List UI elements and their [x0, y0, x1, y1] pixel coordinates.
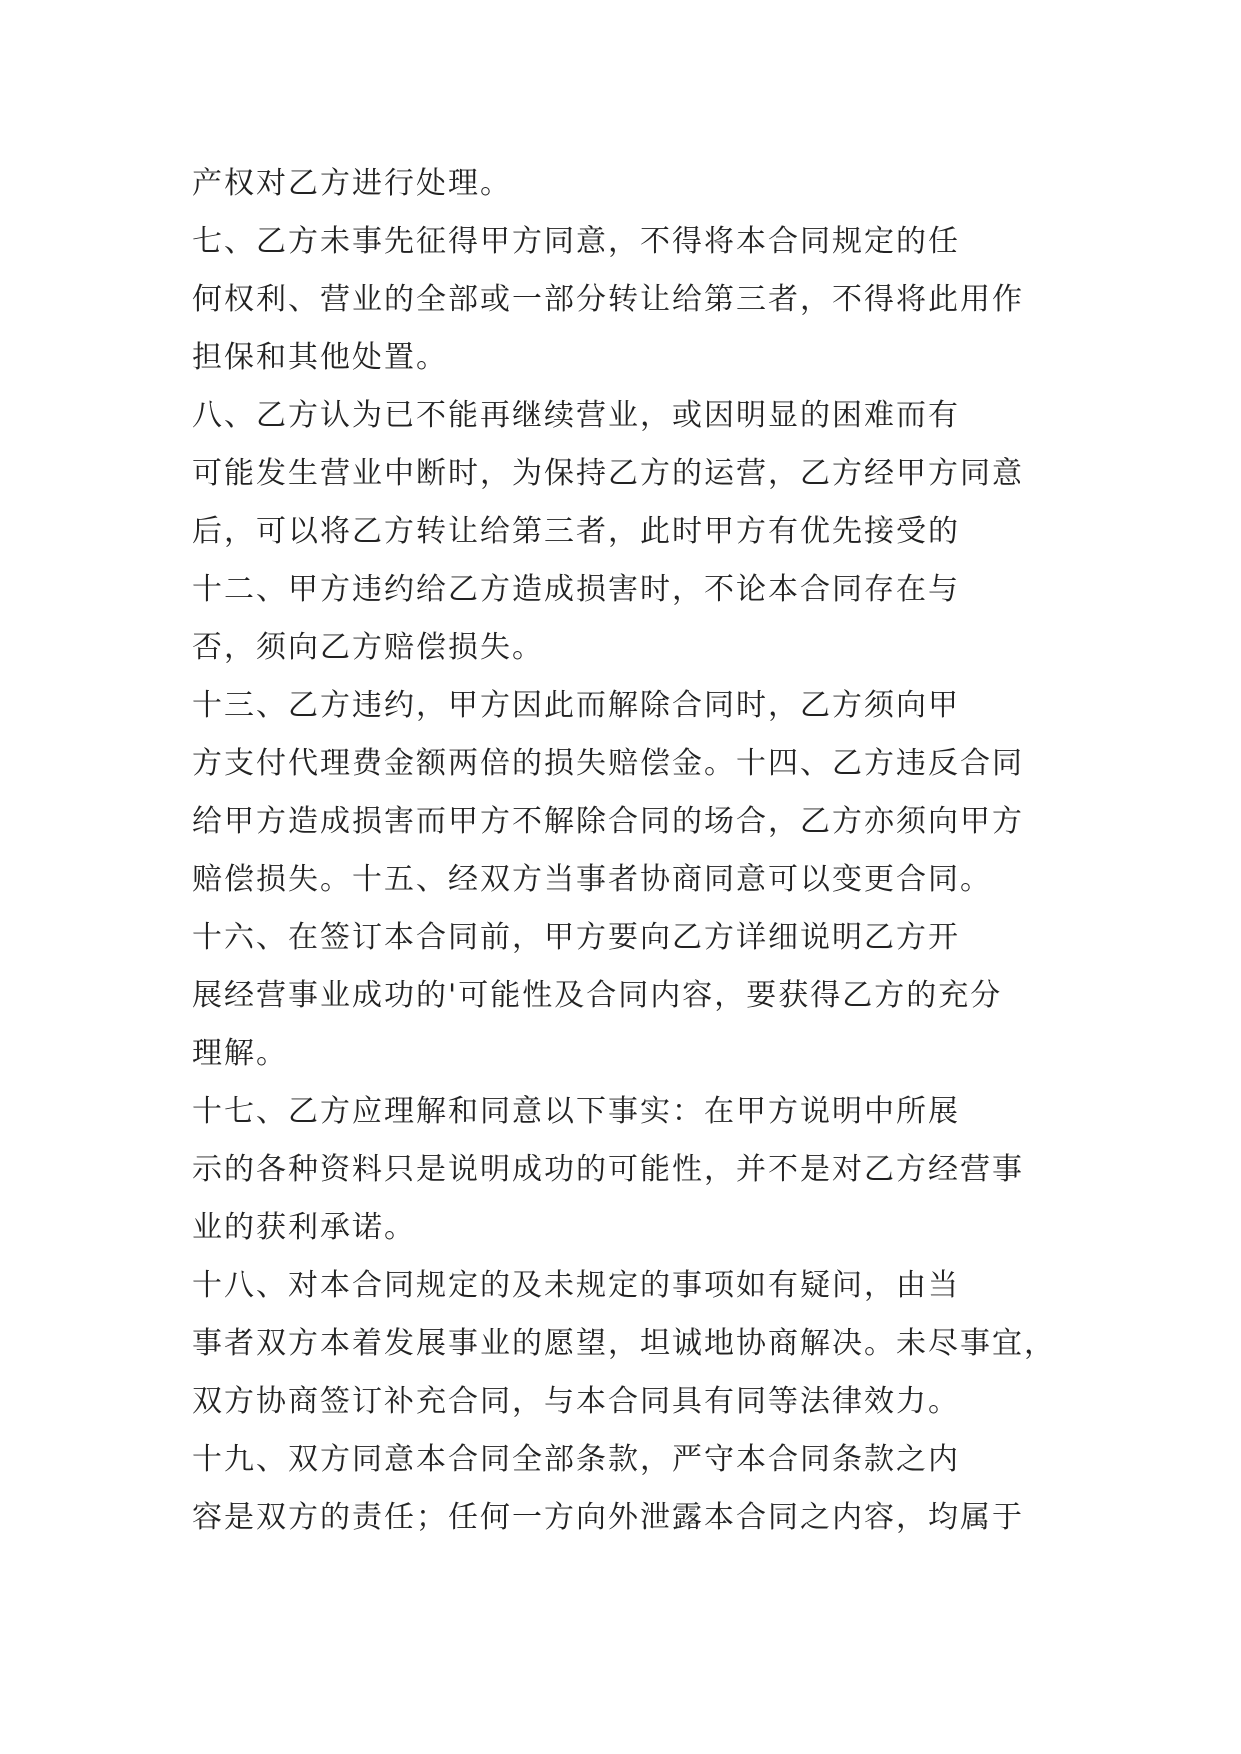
text-line: 何权利、营业的全部或一部分转让给第三者，不得将此用作 — [192, 282, 1024, 317]
text-line: 担保和其他处置。 — [192, 340, 448, 375]
text-line: 十二、甲方违约给乙方造成损害时，不论本合同存在与 — [192, 572, 960, 607]
text-line: 十七、乙方应理解和同意以下事实：在甲方说明中所展 — [192, 1094, 960, 1129]
text-line: 否，须向乙方赔偿损失。 — [192, 630, 544, 665]
text-line: 给甲方造成损害而甲方不解除合同的场合，乙方亦须向甲方 — [192, 804, 1024, 839]
text-line: 示的各种资料只是说明成功的可能性，并不是对乙方经营事 — [192, 1152, 1024, 1187]
text-line: 可能发生营业中断时，为保持乙方的运营，乙方经甲方同意 — [192, 456, 1024, 491]
text-line: 展经营事业成功的'可能性及合同内容，要获得乙方的充分 — [192, 978, 1003, 1013]
text-line: 十六、在签订本合同前，甲方要向乙方详细说明乙方开 — [192, 920, 960, 955]
document-body — [192, 155, 1056, 1547]
text-line: 双方协商签订补充合同，与本合同具有同等法律效力。 — [192, 1384, 960, 1419]
text-line: 十九、双方同意本合同全部条款，严守本合同条款之内 — [192, 1442, 960, 1477]
text-line: 容是双方的责任；任何一方向外泄露本合同之内容，均属于 — [192, 1500, 1024, 1535]
text-line: 十八、对本合同规定的及未规定的事项如有疑问，由当 — [192, 1268, 960, 1303]
text-line: 方支付代理费金额两倍的损失赔偿金。十四、乙方违反合同 — [192, 746, 1024, 781]
text-line: 十三、乙方违约，甲方因此而解除合同时，乙方须向甲 — [192, 688, 960, 723]
text-line: 产权对乙方进行处理。 — [192, 166, 512, 201]
text-line: 八、乙方认为已不能再继续营业，或因明显的困难而有 — [192, 398, 960, 433]
text-line: 理解。 — [192, 1036, 288, 1071]
text-line: 事者双方本着发展事业的愿望，坦诚地协商解决。未尽事宜， — [192, 1326, 1056, 1361]
text-line: 七、乙方未事先征得甲方同意，不得将本合同规定的任 — [192, 224, 960, 259]
text-line: 后，可以将乙方转让给第三者，此时甲方有优先接受的 — [192, 514, 960, 549]
text-line: 赔偿损失。十五、经双方当事者协商同意可以变更合同。 — [192, 862, 992, 897]
text-line: 业的获利承诺。 — [192, 1210, 416, 1245]
